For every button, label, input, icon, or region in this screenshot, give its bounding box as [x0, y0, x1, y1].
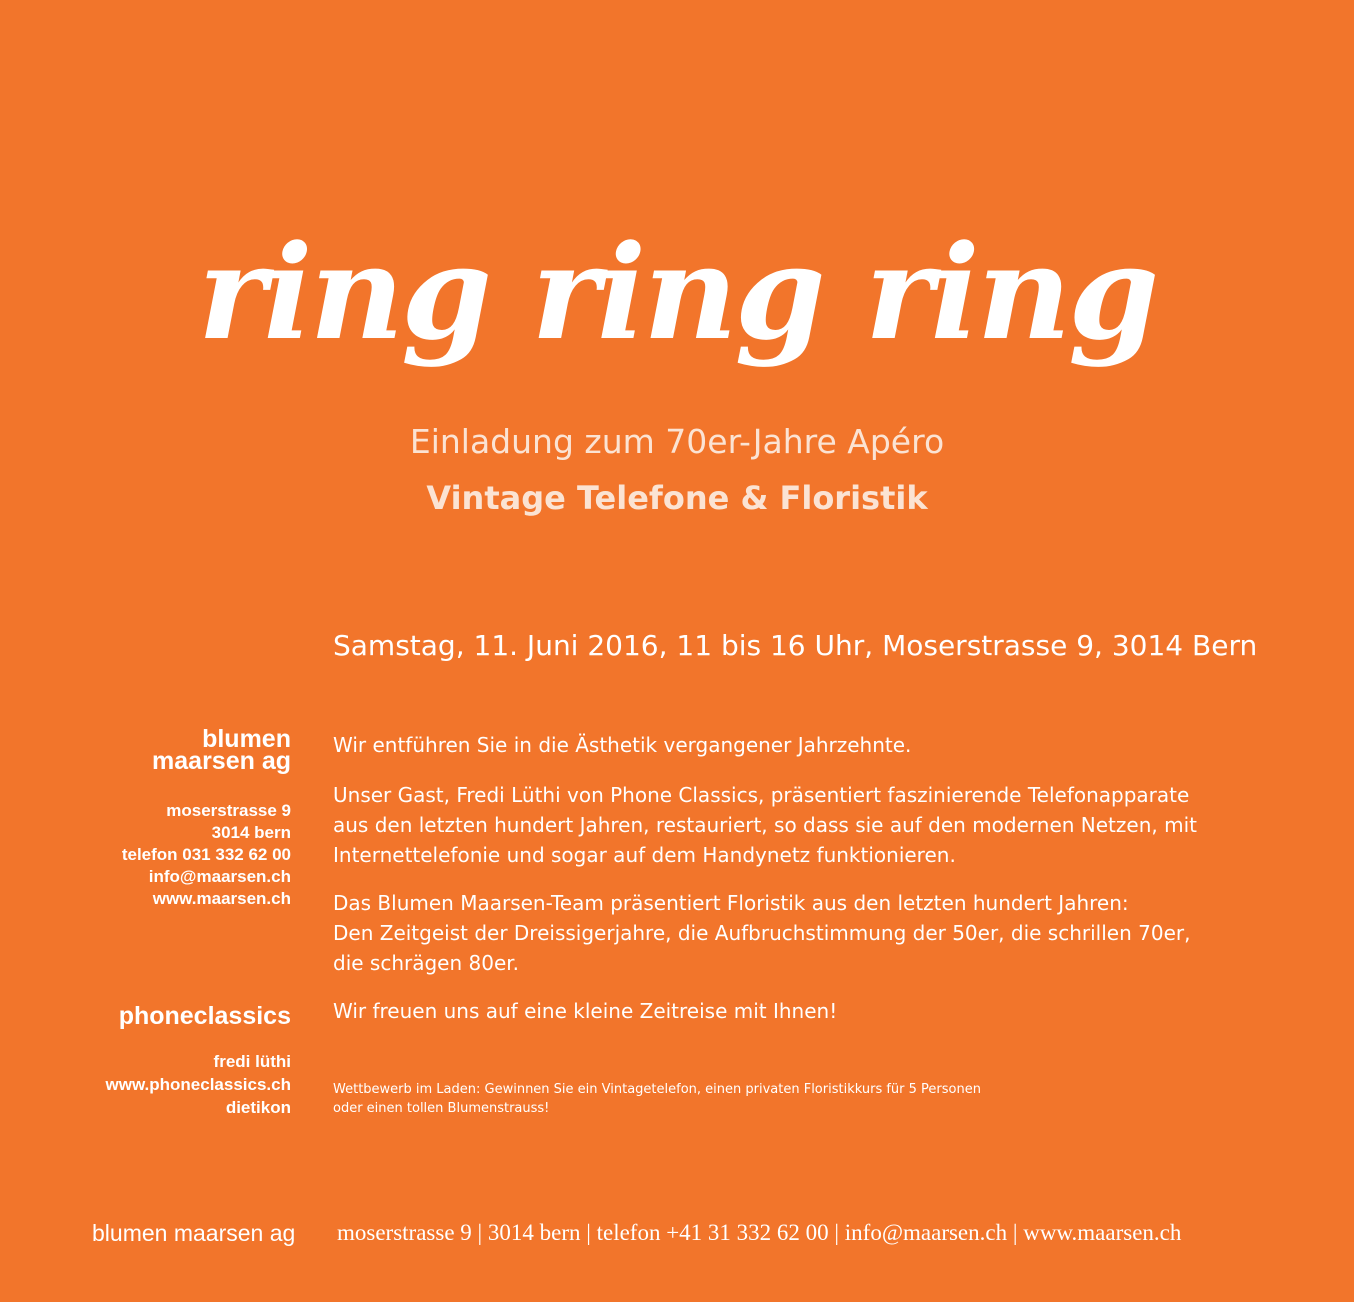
phoneclassics-location: dietikon — [225, 1098, 291, 1117]
subtitle: Einladung zum 70er-Jahre Apéro — [409, 422, 945, 461]
blumen-phone: telefon 031 332 62 00 — [121, 845, 291, 864]
phoneclassics-name: phoneclassics — [118, 1002, 291, 1030]
blumen-maarsen-address — [122, 800, 291, 910]
footer-contact-info: moserstrasse 9 | 3014 bern | telefon +41 31 332 62 00 | info@maarsen.ch | www.maarsen.ch — [337, 1220, 1182, 1245]
blumen-maarsen-name — [152, 725, 291, 775]
text-line: Wir entführen Sie in die Ästhetik vergangener Jahrzehnte. — [333, 733, 912, 757]
blumen-street: moserstrasse 9 — [166, 801, 291, 820]
text-line: die schrägen 80er. — [333, 951, 520, 975]
phoneclassics-website: www.phoneclassics.ch — [105, 1075, 291, 1094]
contest-note — [333, 1080, 981, 1118]
guest-paragraph — [333, 780, 1197, 870]
text-line: Wettbewerb im Laden: Gewinnen Sie ein Vintagetelefon, einen privaten Floristikkurs für 5 Personen — [333, 1082, 981, 1097]
phoneclassics-info — [106, 1050, 292, 1119]
text-line: Unser Gast, Fredi Lüthi von Phone Classics, präsentiert faszinierende Telefonapparate — [333, 783, 1190, 807]
blumen-name-line2: maarsen ag — [152, 747, 291, 775]
event-date-location: Samstag, 11. Juni 2016, 11 bis 16 Uhr, Moserstrasse 9, 3014 Bern — [333, 629, 1258, 662]
text-line: Wir freuen uns auf eine kleine Zeitreise mit Ihnen! — [333, 999, 838, 1023]
phoneclassics-contact-person: fredi lüthi — [213, 1052, 291, 1071]
floristik-paragraph — [333, 888, 1190, 978]
subtitle-bold: Vintage Telefone & Floristik — [426, 479, 928, 517]
text-line: Den Zeitgeist der Dreissigerjahre, die Aufbruchstimmung der 50er, die schrillen 70er, — [333, 921, 1191, 945]
headline: ring ring ring — [197, 216, 1157, 369]
footer-company-name: blumen maarsen ag — [92, 1220, 296, 1246]
text-line: oder einen tollen Blumenstrauss! — [333, 1101, 550, 1116]
blumen-name-line1: blumen — [202, 725, 291, 753]
intro-paragraph — [333, 730, 911, 760]
blumen-email: info@maarsen.ch — [148, 867, 291, 886]
text-line: aus den letzten hundert Jahren, restauriert, so dass sie auf den modernen Netzen, mit — [333, 813, 1197, 837]
blumen-website: www.maarsen.ch — [152, 889, 291, 908]
closing-paragraph — [333, 996, 837, 1026]
text-line: Das Blumen Maarsen-Team präsentiert Floristik aus den letzten hundert Jahren: — [333, 891, 1129, 915]
text-line: Internettelefonie und sogar auf dem Handynetz funktionieren. — [333, 843, 956, 867]
blumen-city: 3014 bern — [211, 823, 291, 842]
